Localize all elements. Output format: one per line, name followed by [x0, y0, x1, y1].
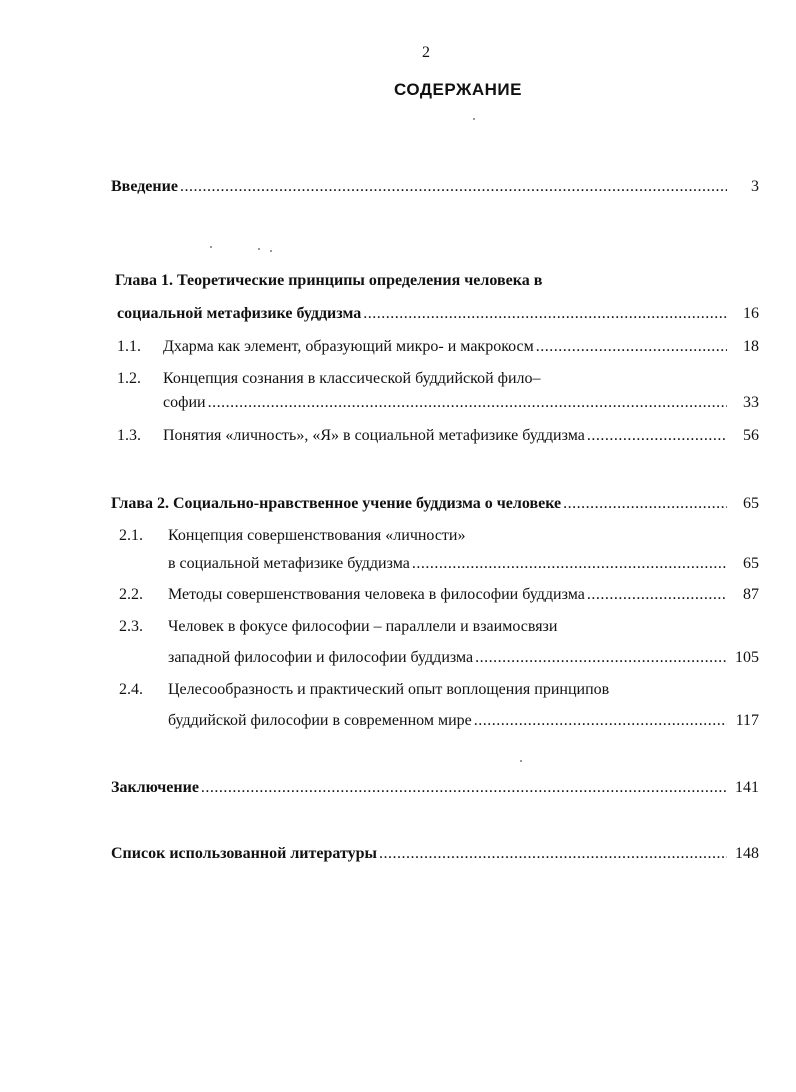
dot-leader	[208, 394, 727, 412]
dot-leader	[379, 845, 727, 863]
toc-entry-2-2[interactable]	[168, 586, 759, 604]
toc-entry-2-4[interactable]	[168, 712, 759, 730]
dot-leader	[536, 338, 727, 356]
toc-label: Введение	[111, 178, 178, 195]
dot-leader	[180, 178, 727, 196]
section-number: 1.2.	[117, 370, 141, 387]
toc-label: западной философии и философии буддизма	[168, 649, 474, 666]
toc-page: 65	[743, 495, 759, 512]
scan-speck	[270, 250, 272, 252]
toc-entry-chapter1[interactable]	[117, 305, 759, 323]
toc-entry-conclusion[interactable]	[111, 779, 759, 797]
toc-page: 3	[751, 178, 759, 195]
section-number: 1.3.	[117, 427, 141, 444]
toc-entry-2-1[interactable]	[168, 555, 759, 573]
section-number: 2.3.	[119, 618, 143, 635]
toc-page: 16	[743, 305, 759, 322]
chapter1-title-line1[interactable]: Глава 1. Теоретические принципы определения человека в	[115, 272, 543, 289]
scan-speck	[520, 760, 522, 762]
toc-entry-2-3[interactable]	[168, 649, 759, 667]
dot-leader	[563, 495, 727, 513]
scan-speck	[210, 246, 212, 248]
toc-entry-1-1[interactable]	[163, 338, 759, 356]
toc-label: софии	[163, 394, 206, 411]
toc-entry-intro[interactable]	[111, 178, 759, 196]
dot-leader	[475, 649, 727, 667]
toc-label: в социальной метафизике буддизма	[168, 555, 410, 572]
dot-leader	[363, 305, 727, 323]
toc-page: 105	[735, 649, 759, 666]
section-1-2-line1[interactable]: Концепция сознания в классической буддийской фило–	[163, 370, 541, 387]
toc-page: 87	[743, 586, 759, 603]
toc-page: 117	[735, 712, 759, 729]
dot-leader	[412, 555, 727, 573]
page-number: 2	[422, 44, 430, 61]
section-number: 2.4.	[119, 681, 143, 698]
toc-label: Заключение	[111, 779, 199, 796]
toc-label: Методы совершенствования человека в философии буддизма	[168, 586, 585, 603]
toc-page: 148	[735, 845, 759, 862]
toc-page: 18	[743, 338, 759, 355]
dot-leader	[587, 427, 727, 445]
toc-entry-1-3[interactable]	[163, 427, 759, 445]
section-number: 1.1.	[117, 338, 141, 355]
toc-label: Дхарма как элемент, образующий микро- и макрокосм	[163, 338, 534, 355]
page-title: СОДЕРЖАНИЕ	[394, 80, 522, 99]
toc-label: социальной метафизике буддизма	[117, 305, 362, 322]
section-2-3-line1[interactable]: Человек в фокусе философии – параллели и взаимосвязи	[168, 618, 558, 635]
dot-leader	[587, 586, 727, 604]
section-number: 2.1.	[119, 527, 143, 544]
toc-label: Список использованной литературы	[111, 845, 377, 862]
section-2-1-line1[interactable]: Концепция совершенствования «личности»	[168, 527, 466, 544]
section-2-4-line1[interactable]: Целесообразность и практический опыт воплощения принципов	[168, 681, 610, 698]
scan-speck	[473, 118, 475, 120]
toc-label: Глава 2. Социально-нравственное учение буддизма о человеке	[111, 495, 562, 512]
toc-entry-references[interactable]	[111, 845, 759, 863]
toc-page: 56	[743, 427, 759, 444]
section-number: 2.2.	[119, 586, 143, 603]
toc-entry-1-2[interactable]	[163, 394, 759, 412]
toc-label: Понятия «личность», «Я» в социальной метафизике буддизма	[163, 427, 585, 444]
dot-leader	[474, 712, 727, 730]
toc-page: 33	[743, 394, 759, 411]
toc-entry-chapter2[interactable]	[111, 495, 759, 513]
scan-speck	[258, 248, 260, 250]
toc-label: буддийской философии в современном мире	[168, 712, 472, 729]
toc-page: 65	[743, 555, 759, 572]
dot-leader	[201, 779, 727, 797]
toc-page: 141	[735, 779, 759, 796]
